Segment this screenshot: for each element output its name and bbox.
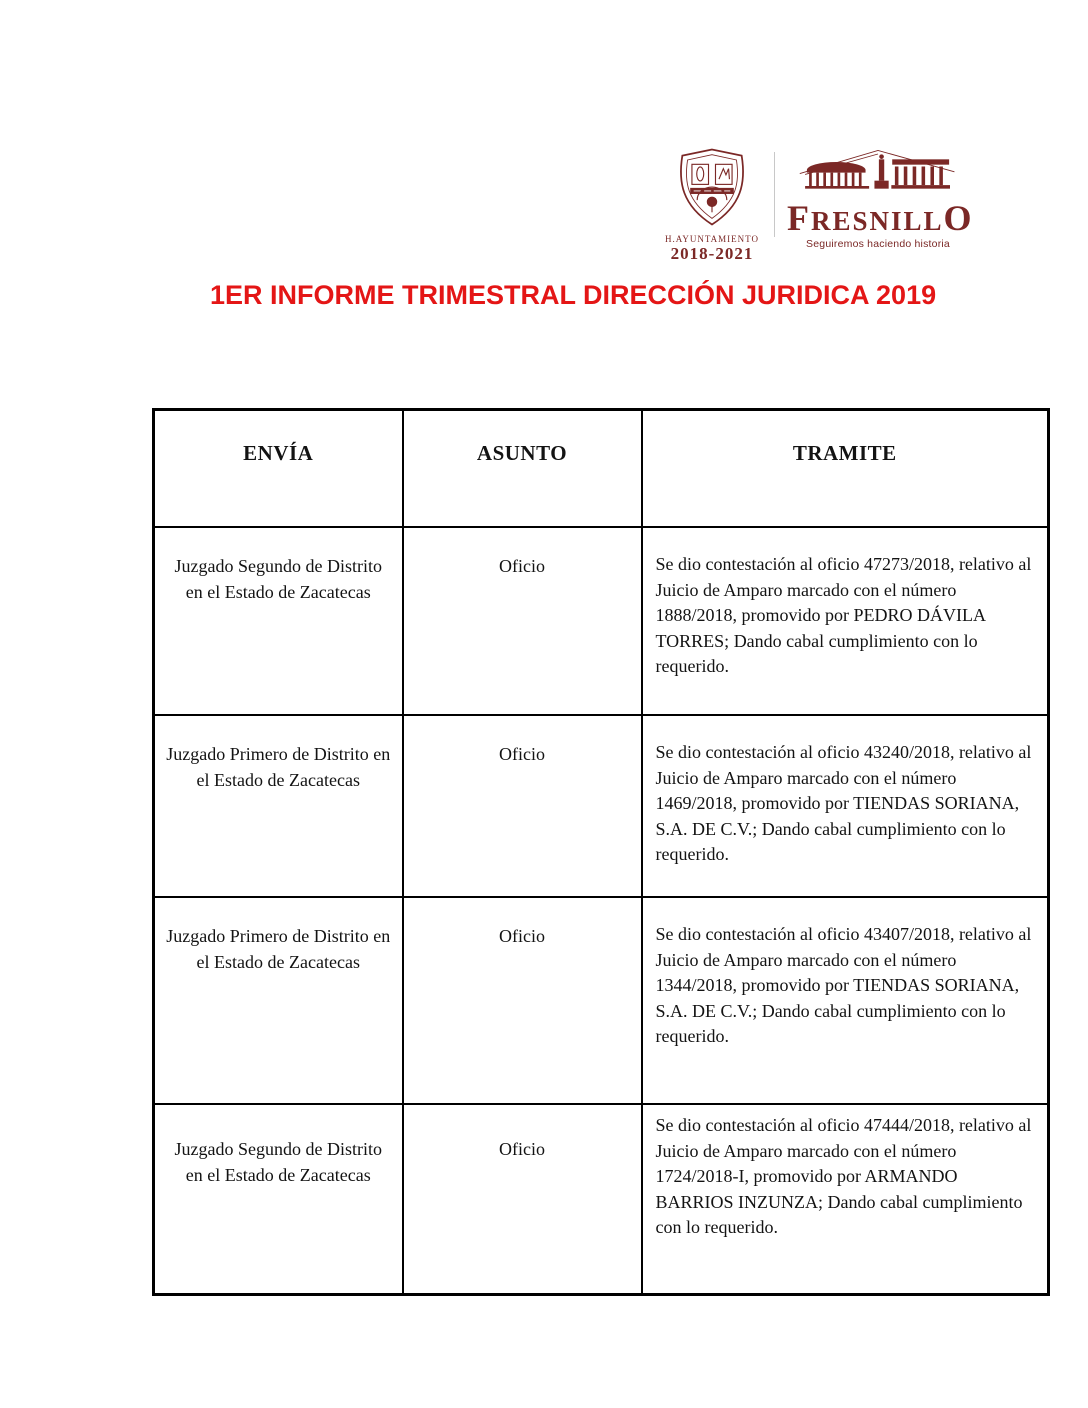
brand-wordmark: FRESNILLO: [787, 198, 974, 238]
tramite-cell: Se dio contestación al oficio 47444/2018, relativo al Juicio de Amparo marcado con el número 1724/2018-I, promovido por ARMANDO BARRIOS INZUNZA; Dando cabal cumplimiento con lo requerido.: [642, 1104, 1049, 1294]
tramite-cell: Se dio contestación al oficio 47273/2018, relativo al Juicio de Amparo marcado con el número 1888/2018, promovido por PEDRO DÁVILA TORRES; Dando cabal cumplimiento con lo requerido.: [642, 527, 1049, 715]
table-row: [154, 897, 1049, 1104]
column-header-envia: ENVÍA: [154, 410, 403, 528]
tramite-cell: Se dio contestación al oficio 43407/2018, relativo al Juicio de Amparo marcado con el número 1344/2018, promovido por TIENDAS SORIANA, S.A. DE C.V.; Dando cabal cumplimiento con lo requerido.: [642, 897, 1049, 1104]
page-title: 1ER INFORME TRIMESTRAL DIRECCIÓN JURIDICA 2019: [210, 280, 937, 310]
column-header-tramite: TRAMITE: [642, 410, 1049, 528]
report-table: [152, 408, 1050, 1296]
crest-shield-icon: [668, 146, 756, 228]
asunto-cell: Oficio: [403, 715, 642, 897]
envia-cell: Juzgado Primero de Distrito en el Estado de Zacatecas: [154, 715, 403, 897]
envia-cell: Juzgado Segundo de Distrito en el Estado de Zacatecas: [154, 527, 403, 715]
crest-caption: H.AYUNTAMIENTO: [664, 234, 760, 244]
crest-years: 2018-2021: [670, 244, 754, 263]
tramite-cell: Se dio contestación al oficio 43240/2018, relativo al Juicio de Amparo marcado con el número 1469/2018, promovido por TIENDAS SORIANA, S.A. DE C.V.; Dando cabal cumplimiento con lo requerido.: [642, 715, 1049, 897]
table-row: [154, 1104, 1049, 1294]
monument-icon: [798, 146, 958, 194]
header-logo-block: [660, 146, 974, 263]
asunto-cell: Oficio: [403, 897, 642, 1104]
logo-divider: [774, 152, 775, 237]
table-header-row: [154, 410, 1049, 528]
table-row: [154, 715, 1049, 897]
envia-cell: Juzgado Segundo de Distrito en el Estado de Zacatecas: [154, 1104, 403, 1294]
brand-logo: [787, 146, 974, 250]
municipal-crest: [660, 146, 764, 264]
table-row: [154, 527, 1049, 715]
envia-cell: Juzgado Primero de Distrito en el Estado de Zacatecas: [154, 897, 403, 1104]
asunto-cell: Oficio: [403, 1104, 642, 1294]
asunto-cell: Oficio: [403, 527, 642, 715]
brand-tagline: Seguiremos haciendo historia: [806, 238, 950, 250]
column-header-asunto: ASUNTO: [403, 410, 642, 528]
report-table-body: [154, 527, 1049, 1294]
